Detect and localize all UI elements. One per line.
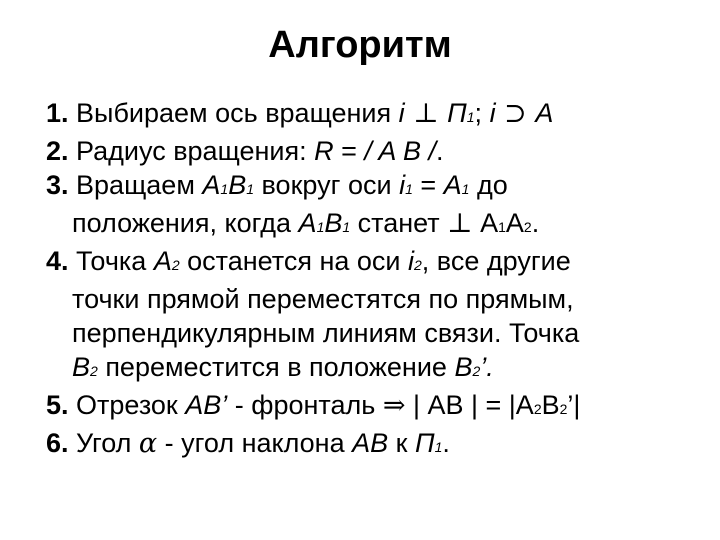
- step-4-continuation: [46, 350, 706, 388]
- abs-bar: /: [364, 136, 372, 166]
- plane-label: П: [447, 98, 467, 128]
- step-3-continuation: [46, 206, 706, 244]
- step-text: Вращаем: [68, 170, 203, 200]
- subscript: 1: [246, 181, 255, 197]
- point-label: B: [454, 352, 473, 382]
- step-1: [46, 96, 706, 134]
- axis-label: i: [398, 98, 405, 128]
- slide-title: Алгоритм: [268, 24, 452, 66]
- implies-symbol: ⇒: [382, 390, 406, 421]
- step-2: [46, 134, 706, 168]
- step-text: переместится в положение: [97, 352, 455, 382]
- step-text: останется на оси: [179, 246, 408, 276]
- alpha-symbol: α: [138, 428, 158, 459]
- step-text: Отрезок: [68, 390, 186, 420]
- point-label: B: [228, 170, 247, 200]
- step-number: 1.: [46, 98, 69, 128]
- step-5: [46, 388, 706, 426]
- point-label: B: [541, 390, 560, 420]
- step-6: [46, 426, 706, 464]
- point-label: A: [298, 208, 317, 238]
- perpendicular-symbol: ⊥: [404, 98, 448, 129]
- prime-period: ’.: [480, 352, 494, 382]
- period: .: [442, 428, 450, 458]
- equals-sign: =: [333, 136, 365, 166]
- subscript: 2: [414, 257, 422, 273]
- step-text: , все другие: [421, 246, 571, 276]
- point-label: A: [472, 208, 499, 238]
- radius-label: R: [314, 136, 334, 166]
- point-label: B: [324, 208, 343, 238]
- step-number: 6.: [46, 428, 69, 458]
- step-number: 4.: [46, 246, 69, 276]
- subscript: 1: [405, 181, 413, 197]
- subscript: 1: [220, 181, 229, 197]
- step-text: Угол: [68, 428, 139, 458]
- step-text: к: [388, 428, 415, 458]
- step-number: 3.: [46, 170, 69, 200]
- plane-label: П: [414, 428, 435, 458]
- period: .: [531, 208, 540, 238]
- step-text: станет: [350, 208, 448, 238]
- axis-label: i: [408, 246, 414, 276]
- subscript: 2: [559, 401, 568, 417]
- step-text: - угол наклона: [157, 428, 353, 458]
- period: .: [435, 136, 444, 166]
- subscript: 2: [472, 363, 481, 379]
- point-label: B: [402, 136, 429, 166]
- subscript: 1: [461, 181, 470, 197]
- perpendicular-symbol: ⊥: [447, 208, 473, 239]
- point-label: A: [371, 136, 403, 166]
- subscript: 2: [533, 401, 542, 417]
- abs-bar: /: [428, 136, 436, 166]
- step-text: положения, когда: [72, 208, 299, 238]
- axis-label: i: [489, 98, 496, 128]
- step-4-continuation: перпендикулярным линиям связи. Точка: [72, 318, 580, 348]
- separator: ;: [474, 98, 490, 128]
- point-label: A: [153, 246, 172, 276]
- subscript: 1: [434, 439, 443, 455]
- algorithm-steps: [46, 96, 706, 464]
- superset-symbol: ⊃: [495, 98, 536, 129]
- step-text: - фронталь: [227, 390, 383, 420]
- subscript: 1: [498, 219, 506, 235]
- step-number: 5.: [46, 390, 69, 420]
- point-label: A: [443, 170, 462, 200]
- point-label: A: [505, 208, 524, 238]
- subscript: 1: [466, 109, 475, 125]
- step-text: Точка: [68, 246, 154, 276]
- abs-expression: | AB | = |A: [405, 390, 534, 420]
- subscript: 1: [342, 219, 351, 235]
- step-4-continuation: точки прямой переместятся по прямым,: [72, 284, 574, 314]
- segment-label: AB: [352, 428, 389, 458]
- point-label: A: [202, 170, 221, 200]
- subscript: 2: [171, 257, 180, 273]
- step-text: вокруг оси: [254, 170, 400, 200]
- subscript: 2: [90, 363, 98, 379]
- step-text: до: [469, 170, 508, 200]
- subscript: 2: [523, 219, 532, 235]
- step-number: 2.: [46, 136, 69, 166]
- segment-label: AB’: [185, 390, 228, 420]
- subscript: 1: [316, 219, 325, 235]
- point-label: A: [535, 98, 554, 128]
- step-text: Выбираем ось вращения: [68, 98, 399, 128]
- abs-expression: ’|: [567, 390, 581, 420]
- equals-sign: =: [412, 170, 444, 200]
- axis-label: i: [399, 170, 406, 200]
- point-label: B: [72, 352, 91, 382]
- step-4: [46, 244, 706, 282]
- step-text: Радиус вращения:: [68, 136, 315, 166]
- step-3: [46, 168, 706, 206]
